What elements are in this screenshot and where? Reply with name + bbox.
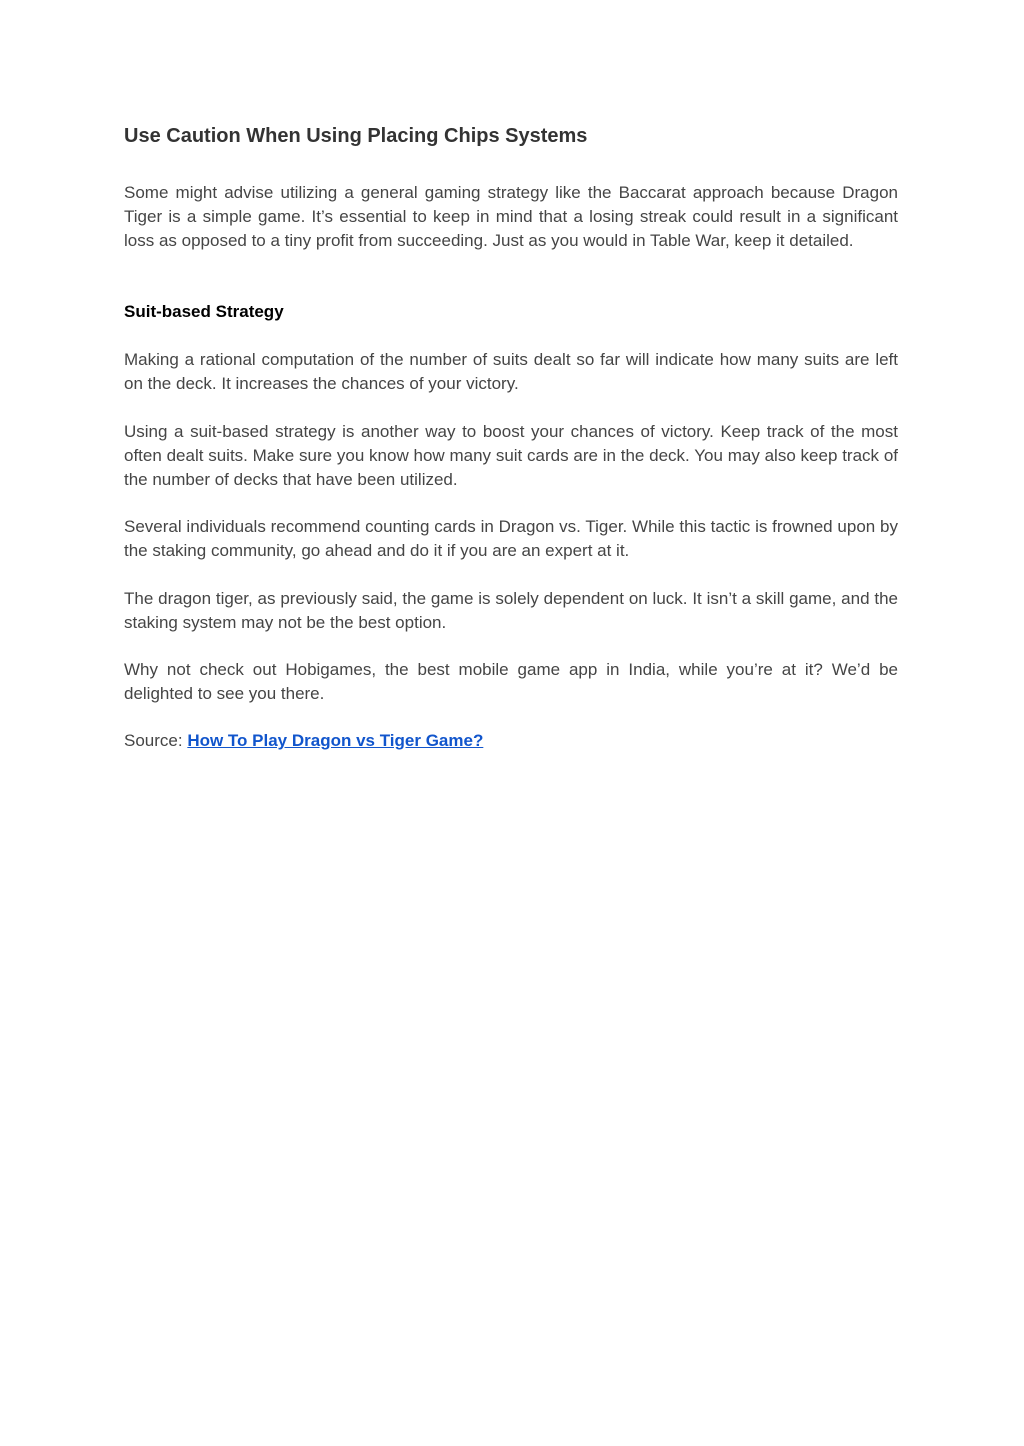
paragraph-luck: The dragon tiger, as previously said, the game is solely dependent on luck. It isn’t a skill game, and the staking system may not be the best option. (124, 589, 898, 632)
document-title: Use Caution When Using Placing Chips Systems (124, 125, 588, 147)
paragraph-suit-computation: Making a rational computation of the number of suits dealt so far will indicate how many suits are left on the deck. It increases the chances of your victory. (124, 350, 898, 393)
paragraph-counting-cards: Several individuals recommend counting cards in Dragon vs. Tiger. While this tactic is frowned upon by the staking community, go ahead and do it if you are an expert at it. (124, 517, 898, 560)
source-line (124, 729, 483, 753)
paragraph-hobigames: Why not check out Hobigames, the best mobile game app in India, while you’re at it? We’d be delighted to see you there. (124, 660, 898, 703)
source-link[interactable]: How To Play Dragon vs Tiger Game? (187, 731, 484, 750)
section-subheading: Suit-based Strategy (124, 302, 284, 321)
paragraph-suit-strategy: Using a suit-based strategy is another way to boost your chances of victory. Keep track of the most often dealt suits. Make sure you know how many suit cards are in the deck. You may also keep track of the number of decks that have been utilized. (124, 422, 898, 489)
source-label: Source: (124, 731, 183, 750)
intro-paragraph: Some might advise utilizing a general gaming strategy like the Baccarat approach because Dragon Tiger is a simple game. It’s essential to keep in mind that a losing streak could result in a significant loss as opposed to a tiny profit from succeeding. Just as you would in Table War, keep it detailed. (124, 183, 898, 250)
